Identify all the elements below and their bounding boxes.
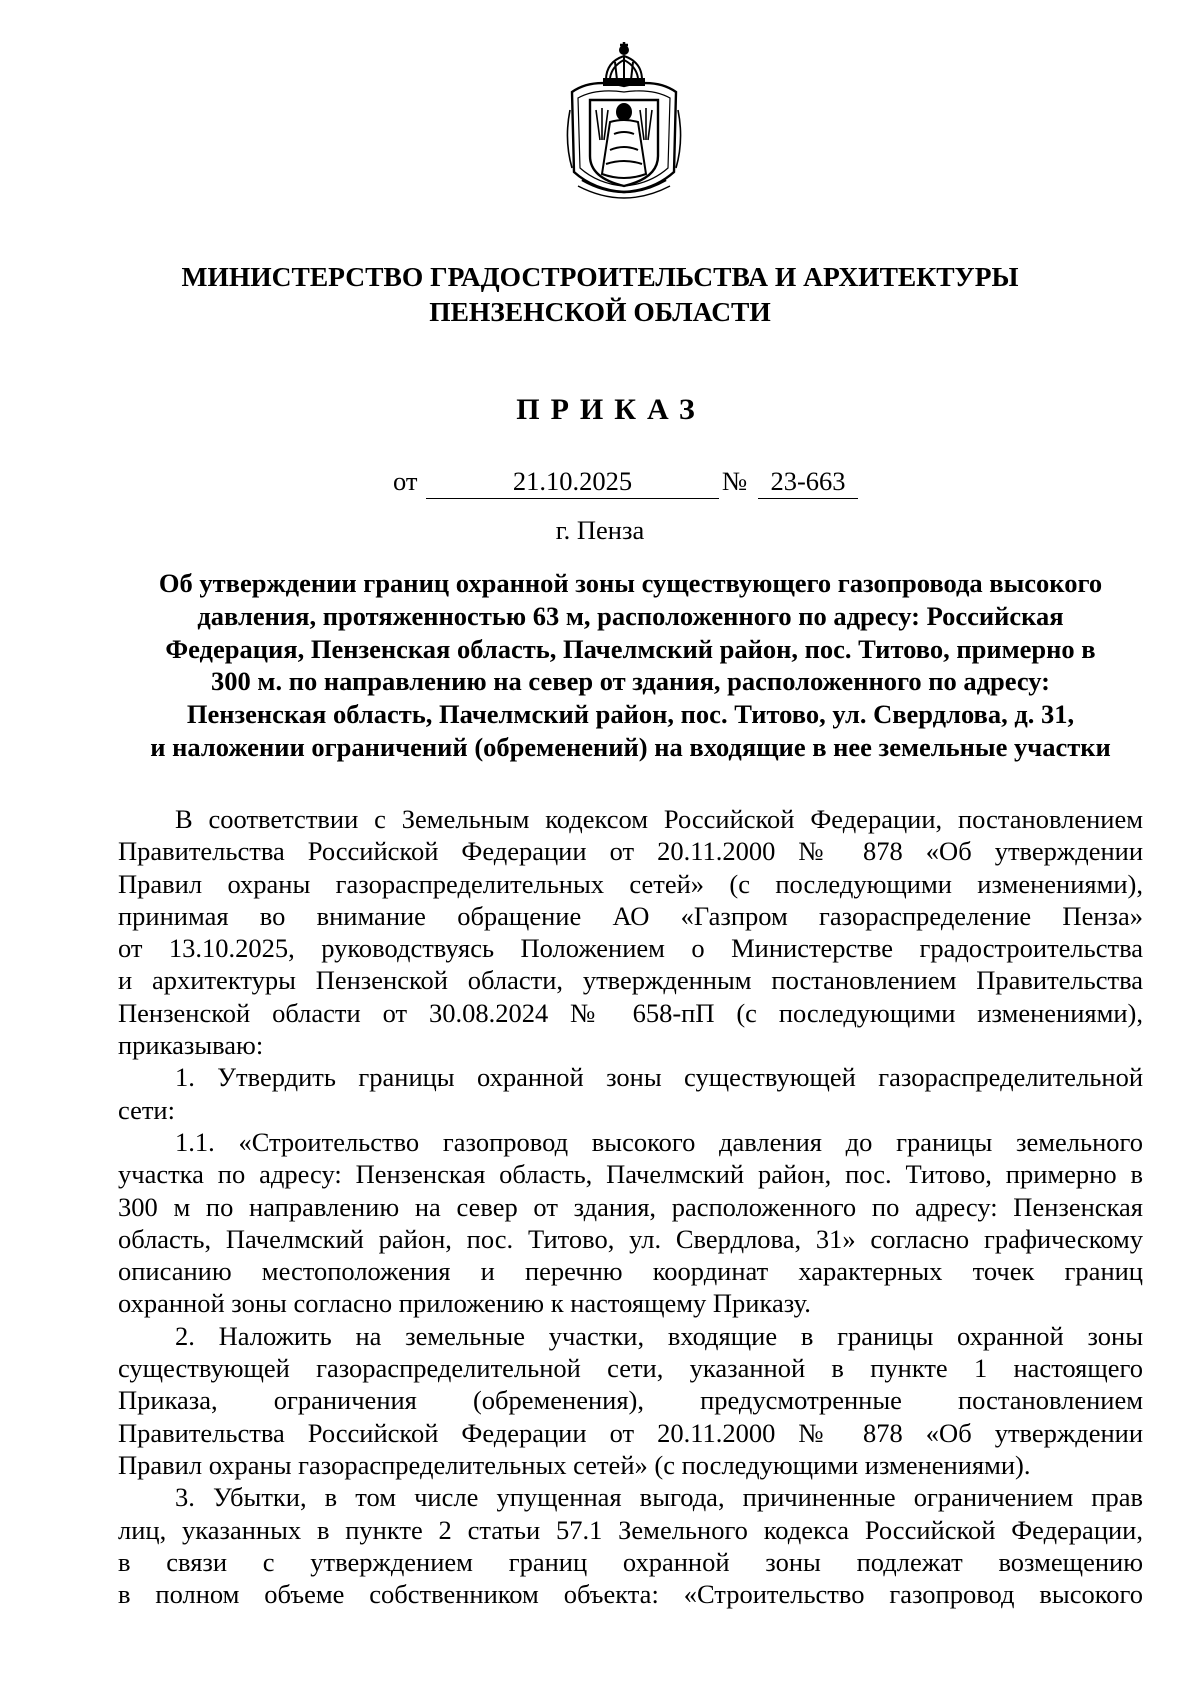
body-line: Правительства Российской Федерации от 20.11.2000 № 878 «Об утверждении bbox=[118, 836, 1143, 867]
document-date bbox=[426, 466, 719, 499]
body-line: Правительства Российской Федерации от 20.11.2000 № 878 «Об утверждении bbox=[118, 1417, 1143, 1448]
body-line: в полном объеме собственником объекта: «Строительство газопровод высокого bbox=[118, 1579, 1143, 1610]
subject-line: Об утверждении границ охранной зоны существующего газопровода высокого bbox=[158, 568, 1103, 598]
body-line: существующей газораспределительной сети, указанной в пункте 1 настоящего bbox=[118, 1353, 1143, 1384]
body-line: Пензенской области от 30.08.2024 № 658-пП (с последующими изменениями), bbox=[118, 997, 1143, 1028]
document-date-value: 21.10.2025 bbox=[512, 466, 633, 496]
body-line: В соответствии с Земельным кодексом Российской Федерации, постановлением bbox=[175, 804, 1143, 834]
date-prefix-label: от bbox=[393, 466, 418, 496]
body-line: 300 м по направлению на север от здания, расположенного по адресу: Пензенская bbox=[118, 1191, 1143, 1222]
body-line: сети: bbox=[118, 1094, 175, 1125]
city-label: г. Пенза bbox=[555, 515, 645, 545]
body-line: 1. Утвердить границы охранной зоны существующей газораспределительной bbox=[175, 1062, 1143, 1093]
subject-line: давления, протяженностью 63 м, расположенного по адресу: Российская bbox=[197, 600, 1064, 631]
subject-heading bbox=[118, 567, 1143, 764]
body-line: Приказа, ограничения (обременения), предусмотренные постановлением bbox=[118, 1385, 1143, 1416]
body-line: и архитектуры Пензенской области, утвержденным постановлением Правительства bbox=[118, 965, 1143, 996]
org-name-line-1: МИНИСТЕРСТВО ГРАДОСТРОИТЕЛЬСТВА И АРХИТЕКТУРЫ bbox=[181, 261, 1019, 292]
body-line: лиц, указанных в пункте 2 статьи 57.1 Земельного кодекса Российской Федерации, bbox=[118, 1514, 1143, 1545]
document-number-value: 23-663 bbox=[770, 466, 846, 496]
document-body bbox=[118, 803, 1143, 1610]
number-prefix-label: № bbox=[722, 466, 748, 496]
body-line: описанию местоположения и перечню координат характерных точек границ bbox=[118, 1256, 1143, 1287]
body-line: от 13.10.2025, руководствуясь Положением о Министерстве градостроительства bbox=[118, 933, 1143, 964]
document-type-title: ПРИКАЗ bbox=[516, 393, 706, 426]
subject-line: и наложении ограничений (обременений) на входящие в нее земельные участки bbox=[150, 731, 1111, 762]
subject-line: Пензенская область, Пачелмский район, пос. Титово, ул. Свердлова, д. 31, bbox=[186, 699, 1075, 730]
body-line: охранной зоны согласно приложению к настоящему Приказу. bbox=[118, 1288, 811, 1319]
org-name-line-2: ПЕНЗЕНСКОЙ ОБЛАСТИ bbox=[429, 296, 771, 327]
body-line: 2. Наложить на земельные участки, входящие в границы охранной зоны bbox=[175, 1320, 1143, 1351]
body-line: приказываю: bbox=[118, 1030, 264, 1061]
penza-region-coat-of-arms bbox=[562, 40, 686, 206]
body-line: 3. Убытки, в том числе упущенная выгода, причиненные ограничением прав bbox=[175, 1482, 1143, 1513]
body-line: Правил охраны газораспределительных сетей» (с последующими изменениями). bbox=[118, 1449, 1031, 1480]
body-line: область, Пачелмский район, пос. Титово, ул. Свердлова, 31» согласно графическому bbox=[118, 1223, 1143, 1254]
body-line: принимая во внимание обращение АО «Газпром газораспределение Пенза» bbox=[118, 900, 1143, 931]
document-number bbox=[758, 466, 858, 499]
body-line: 1.1. «Строительство газопровод высокого давления до границы земельного bbox=[175, 1126, 1143, 1157]
subject-line: Федерация, Пензенская область, Пачелмский район, пос. Титово, примерно в bbox=[165, 633, 1096, 664]
body-line: Правил охраны газораспределительных сетей» (с последующими изменениями), bbox=[118, 868, 1143, 899]
subject-line: 300 м. по направлению на север от здания, расположенного по адресу: bbox=[211, 666, 1050, 697]
body-line: в связи с утверждением границ охранной зоны подлежат возмещению bbox=[118, 1546, 1143, 1577]
body-line: участка по адресу: Пензенская область, Пачелмский район, пос. Титово, примерно в bbox=[118, 1159, 1143, 1190]
